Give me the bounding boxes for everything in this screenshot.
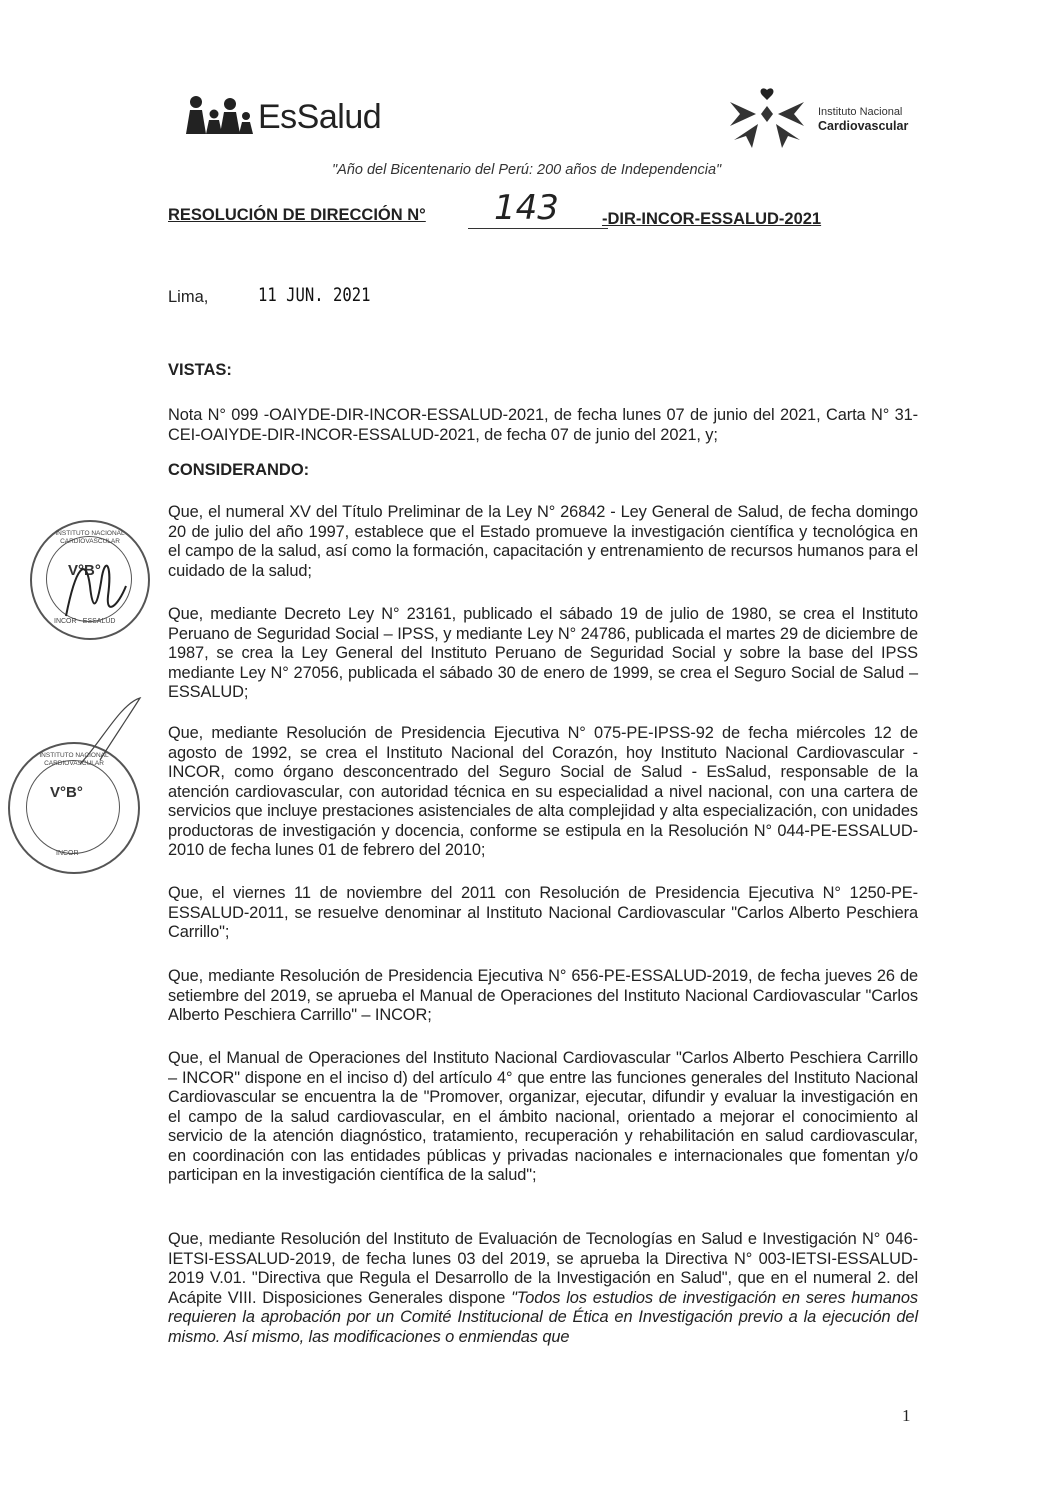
approval-stamp-1 (30, 520, 150, 640)
signature-1-icon (56, 546, 136, 636)
vistas-heading: VISTAS: (168, 361, 232, 379)
approval-stamp-2 (8, 742, 140, 874)
considerando-p4: Que, el viernes 11 de noviembre del 2011 con Resolución de Presidencia Ejecutiva N° 1250-PE-ESSALUD-2011, se resuelve denominar al Instituto Nacional Cardiovascular "Carlos Alberto Peschiera Carrillo"; (168, 884, 918, 941)
incor-line1: Instituto Nacional (818, 106, 903, 118)
incor-line2: Cardiovascular (818, 119, 909, 133)
stamp2-bottom: INCOR (56, 850, 79, 857)
stamp1-bottom: INCOR - ESSALUD (54, 618, 116, 625)
title-suffix: -DIR-INCOR-ESSALUD-2021 (602, 210, 822, 228)
considerando-p3: Que, mediante Resolución de Presidencia Ejecutiva N° 075-PE-IPSS-92 de fecha miércoles 12 de agosto de 1992, se crea el Instituto Nacional del Corazón, hoy Instituto Nacional Cardiovascular - INCOR, como órgano desconcentrado del Seguro Social de Salud - EsSalud, responsable de la atención cardiovascular, con autoridad técnica en su especialidad a nivel nacional, con una cartera de servicios que incluye prestaciones asistenciales de alta complejidad y alta especialización, con unidades productoras de investigación y docencia, conforme se estipula en la Resolución N° 044-PE-ESSALUD-2010 de fecha lunes 01 de febrero del 2010; (168, 724, 918, 859)
signature-2-icon (70, 694, 160, 774)
incor-logo (726, 84, 936, 156)
considerando-p6: Que, el Manual de Operaciones del Instituto Nacional Cardiovascular "Carlos Alberto Peschiera Carrillo – INCOR" dispone en el inciso d) del artículo 4° que entre las funciones generales del Instituto Nacional Cardiovascular se encuentra la de "Promover, organizar, ejecutar, difundir y evaluar la investigación en el campo de la salud cardiovascular, en el ámbito nacional, orientado a mejorar el conocimiento al servicio de la atención diagnóstico, tratamiento, recuperación y rehabilitación en salud cardiovascular, en coordinación con las entidades públicas y privadas nacionales e internacionales que fomentan y/o participan en la investigación científica de la salud"; (168, 1049, 918, 1184)
essalud-figures-icon (186, 94, 256, 138)
stamp2-vb: V°B° (50, 784, 83, 801)
p7-normal-text: Que, mediante Resolución del Instituto de Evaluación de Tecnologías en Salud e Investigación N° 046-IETSI-ESSALUD-2019, de fecha lunes 03 del 2019, se aprueba la Directiva N° 003-IETSI-ESSALUD-2019 V.01. "Directiva que Regula el Desarrollo de la Investigación en Salud", que en el numeral 2. del Acápite VIII. Disposiciones Generales dispone (168, 1230, 918, 1307)
considerando-p7 (168, 1230, 918, 1347)
title-number: 143 (494, 188, 559, 228)
incor-cross-icon (726, 84, 808, 156)
approval-stamp-2-inner (26, 760, 120, 854)
stamp2-ring-text: INSTITUTO NACIONAL CARDIOVASCULAR (39, 752, 109, 767)
considerando-p1: Que, el numeral XV del Título Preliminar de la Ley N° 26842 - Ley General de Salud, de fecha domingo 20 de julio del año 1997, establece que el Estado promueve la investigación científica y tecnológica en el campo de la salud, así como la formación, capacitación y entrenamiento de recursos humanos para el cuidado de la salud; (168, 503, 918, 580)
title-number-underline (468, 228, 608, 229)
considerando-p2: Que, mediante Decreto Ley N° 23161, publicado el sábado 19 de julio de 1980, se crea el Instituto Peruano de Seguridad Social – IPSS, y mediante Ley N° 24786, publicada el martes 29 de diciembre de 1987, se crea la Ley General del Instituto Peruano de Seguridad Social y sobre la base del IPSS mediante Ley N° 27056, publicada el sábado 30 de enero de 1999, se crea el Seguro Social de Salud – ESSALUD; (168, 605, 918, 701)
essalud-logo-text: EsSalud (258, 98, 382, 136)
motto: "Año del Bicentenario del Perú: 200 años de Independencia" (332, 162, 722, 178)
resolution-title (168, 188, 888, 236)
date-stamp: 11 JUN. 2021 (258, 284, 371, 306)
place: Lima, (168, 288, 209, 306)
stamp1-ring-text: INSTITUTO NACIONAL CARDIOVASCULAR (55, 530, 125, 545)
essalud-logo (186, 92, 396, 140)
page-number: 1 (902, 1406, 911, 1425)
considerando-p5: Que, mediante Resolución de Presidencia Ejecutiva N° 656-PE-ESSALUD-2019, de fecha jueves 26 de setiembre del 2019, se aprueba el Manual de Operaciones del Instituto Nacional Cardiovascular "Carlos Alberto Peschiera Carrillo" – INCOR; (168, 967, 918, 1024)
p7-italic-text: "Todos los estudios de investigación en seres humanos requieren la aprobación por un Comité Institucional de Ética en Investigación previo a la ejecución del mismo. Así mismo, las modificaciones o enmiendas que (168, 1288, 918, 1346)
stamp1-vb: V°B° (68, 562, 101, 579)
title-prefix: RESOLUCIÓN DE DIRECCIÓN N° (168, 206, 426, 224)
considerando-heading: CONSIDERANDO: (168, 461, 310, 479)
vistas-text: Nota N° 099 -OAIYDE-DIR-INCOR-ESSALUD-2021, de fecha lunes 07 de junio del 2021, Carta N° 31-CEI-OAIYDE-DIR-INCOR-ESSALUD-2021, de fecha 07 de junio del 2021, y; (168, 406, 918, 444)
